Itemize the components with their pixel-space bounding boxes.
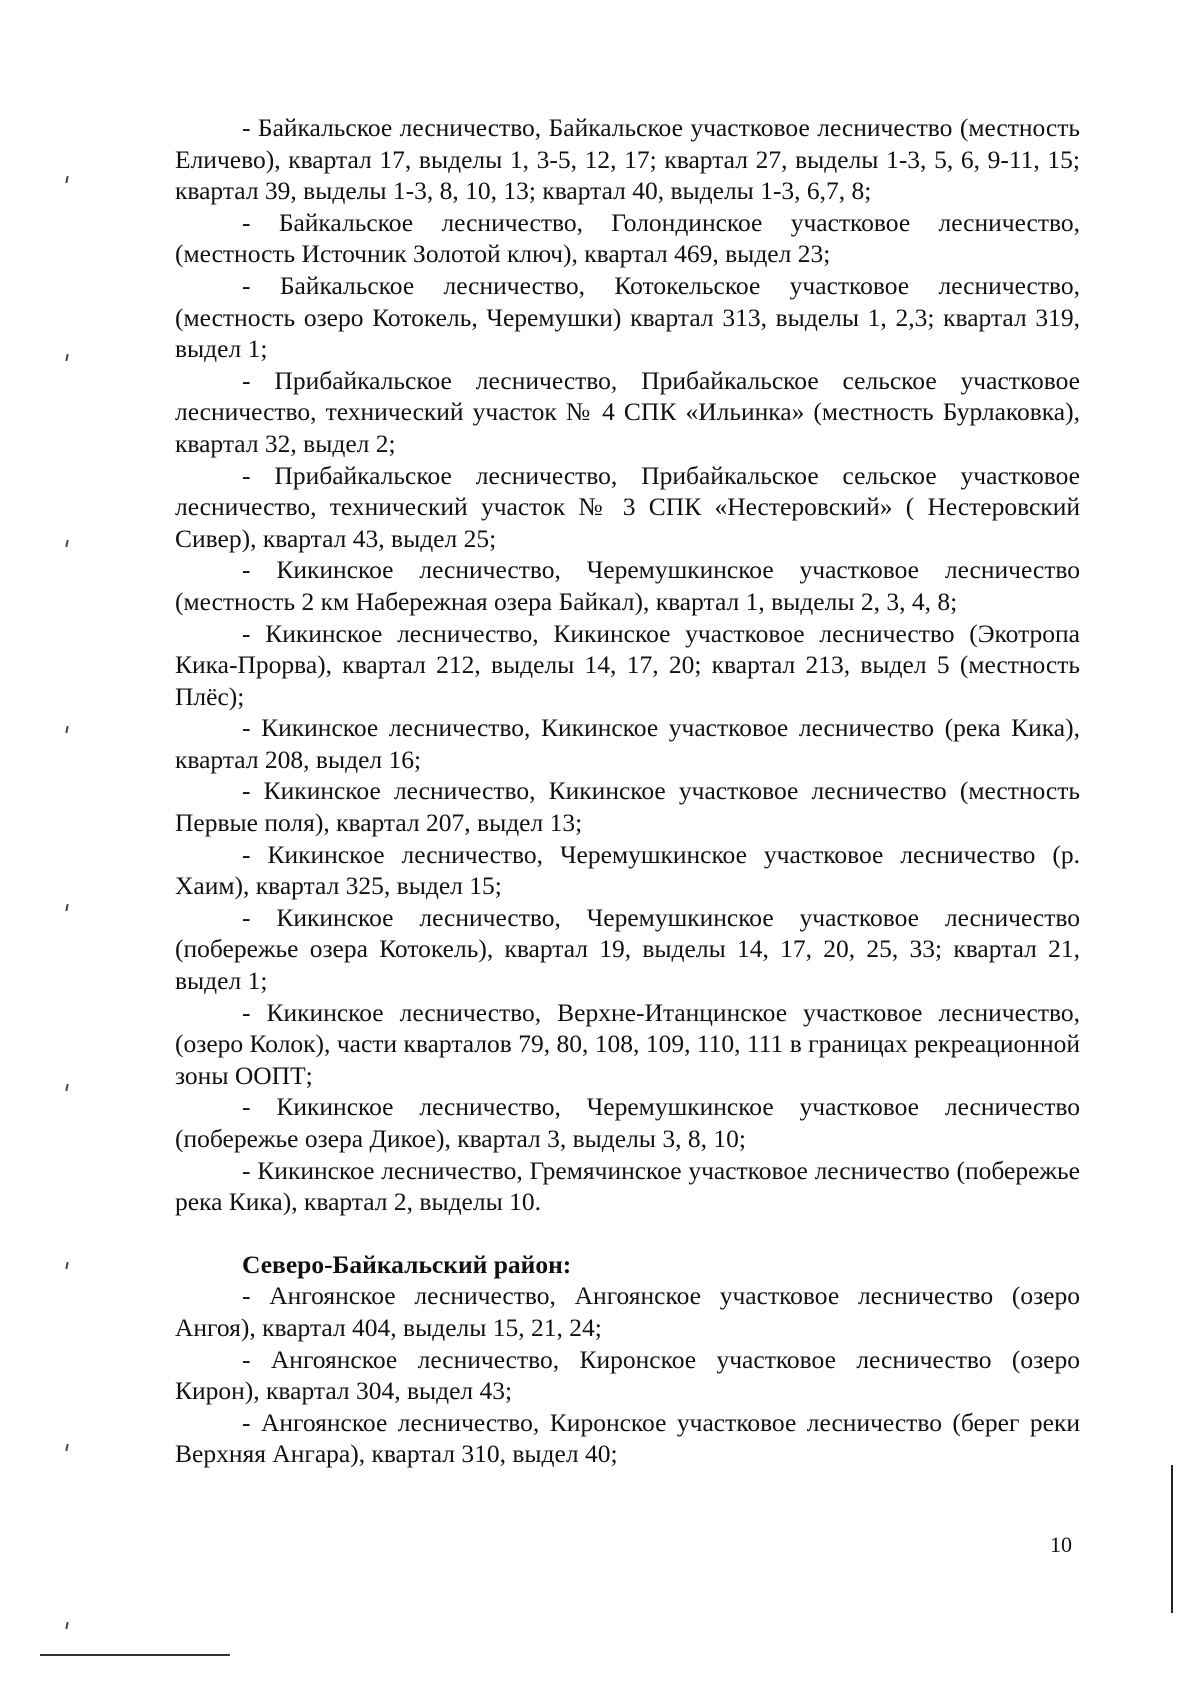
list-item: - Кикинское лесничество, Кикинское участковое лесничество (река Кика), квартал 208, выдел 16;: [175, 713, 1080, 774]
scan-speck: [65, 1444, 68, 1451]
list-item: - Кикинское лесничество, Гремячинское участковое лесничество (побережье река Кика), квартал 2, выделы 10.: [175, 1155, 1080, 1217]
bottom-rule: [40, 1654, 230, 1656]
scan-speck: [65, 904, 68, 911]
scan-speck: [65, 540, 68, 547]
list-item: - Ангоянское лесничество, Ангоянское участковое лесничество (озеро Ангоя), квартал 404, выделы 15, 21, 24;: [175, 1281, 1080, 1342]
scan-speck: [65, 1622, 68, 1629]
scan-speck: [65, 354, 68, 361]
list-item: - Байкальское лесничество, Котокельское участковое лесничество, (местность озеро Котокель, Черемушки) квартал 313, выделы 1, 2,3; квартал 319, выдел 1;: [175, 270, 1080, 364]
list-item: - Байкальское лесничество, Голондинское участковое лесничество, (местность Источник Золотой ключ), квартал 469, выдел 23;: [175, 207, 1080, 269]
list-item: - Кикинское лесничество, Кикинское участковое лесничество (Экотропа Кика-Прорва), квартал 212, выделы 14, 17, 20; квартал 213, выдел 5 (местность Плёс);: [175, 618, 1080, 711]
list-item: - Кикинское лесничество, Черемушкинское участковое лесничество (местность 2 км Набережная озера Байкал), квартал 1, выделы 2, 3, 4, 8;: [175, 555, 1080, 616]
page-number: 10: [1050, 1532, 1072, 1557]
list-item: - Кикинское лесничество, Черемушкинское участковое лесничество (побережье озера Дикое), квартал 3, выделы 3, 8, 10;: [175, 1092, 1080, 1153]
scan-speck: [65, 176, 68, 183]
list-item: - Ангоянское лесничество, Киронское участковое лесничество (озеро Кирон), квартал 304, выдел 43;: [175, 1344, 1080, 1406]
list-item: - Прибайкальское лесничество, Прибайкальское сельское участковое лесничество, технический участок № 4 СПК «Ильинка» (местность Бурлаковка), квартал 32, выдел 2;: [175, 365, 1080, 458]
list-item: - Прибайкальское лесничество, Прибайкальское сельское участковое лесничество, технический участок № 3 СПК «Нестеровский» ( Нестеровский Сивер), квартал 43, выдел 25;: [175, 460, 1080, 553]
list-item: - Байкальское лесничество, Байкальское участковое лесничество (местность Еличево), квартал 17, выделы 1, 3-5, 12, 17; квартал 27, выделы 1-3, 5, 6, 9-11, 15; квартал 39, выделы 1-3, 8, 10, 13; квартал 40, выделы 1-3, 6,7, 8;: [175, 113, 1080, 206]
scan-edge-line: [1171, 1465, 1173, 1613]
list-item: - Кикинское лесничество, Черемушкинское участковое лесничество (р. Хаим), квартал 325, выдел 15;: [175, 839, 1080, 901]
document-body: [175, 112, 1080, 1470]
scan-speck: [65, 726, 68, 733]
list-item: - Кикинское лесничество, Черемушкинское участковое лесничество (побережье озера Котокель), квартал 19, выделы 14, 17, 20, 25, 33; квартал 21, выдел 1;: [175, 902, 1080, 996]
section-heading: Северо-Байкальский район:: [242, 1249, 572, 1279]
list-item: - Кикинское лесничество, Кикинское участковое лесничество (местность Первые поля), квартал 207, выдел 13;: [175, 776, 1080, 838]
list-item: - Кикинское лесничество, Верхне-Итанцинское участковое лесничество, (озеро Колок), части кварталов 79, 80, 108, 109, 110, 111 в границах рекреационной зоны ООПТ;: [175, 997, 1080, 1090]
list-item: - Ангоянское лесничество, Киронское участковое лесничество (берег реки Верхняя Ангара), квартал 310, выдел 40;: [175, 1407, 1080, 1469]
scan-speck: [65, 1262, 68, 1269]
scan-speck: [65, 1084, 68, 1091]
